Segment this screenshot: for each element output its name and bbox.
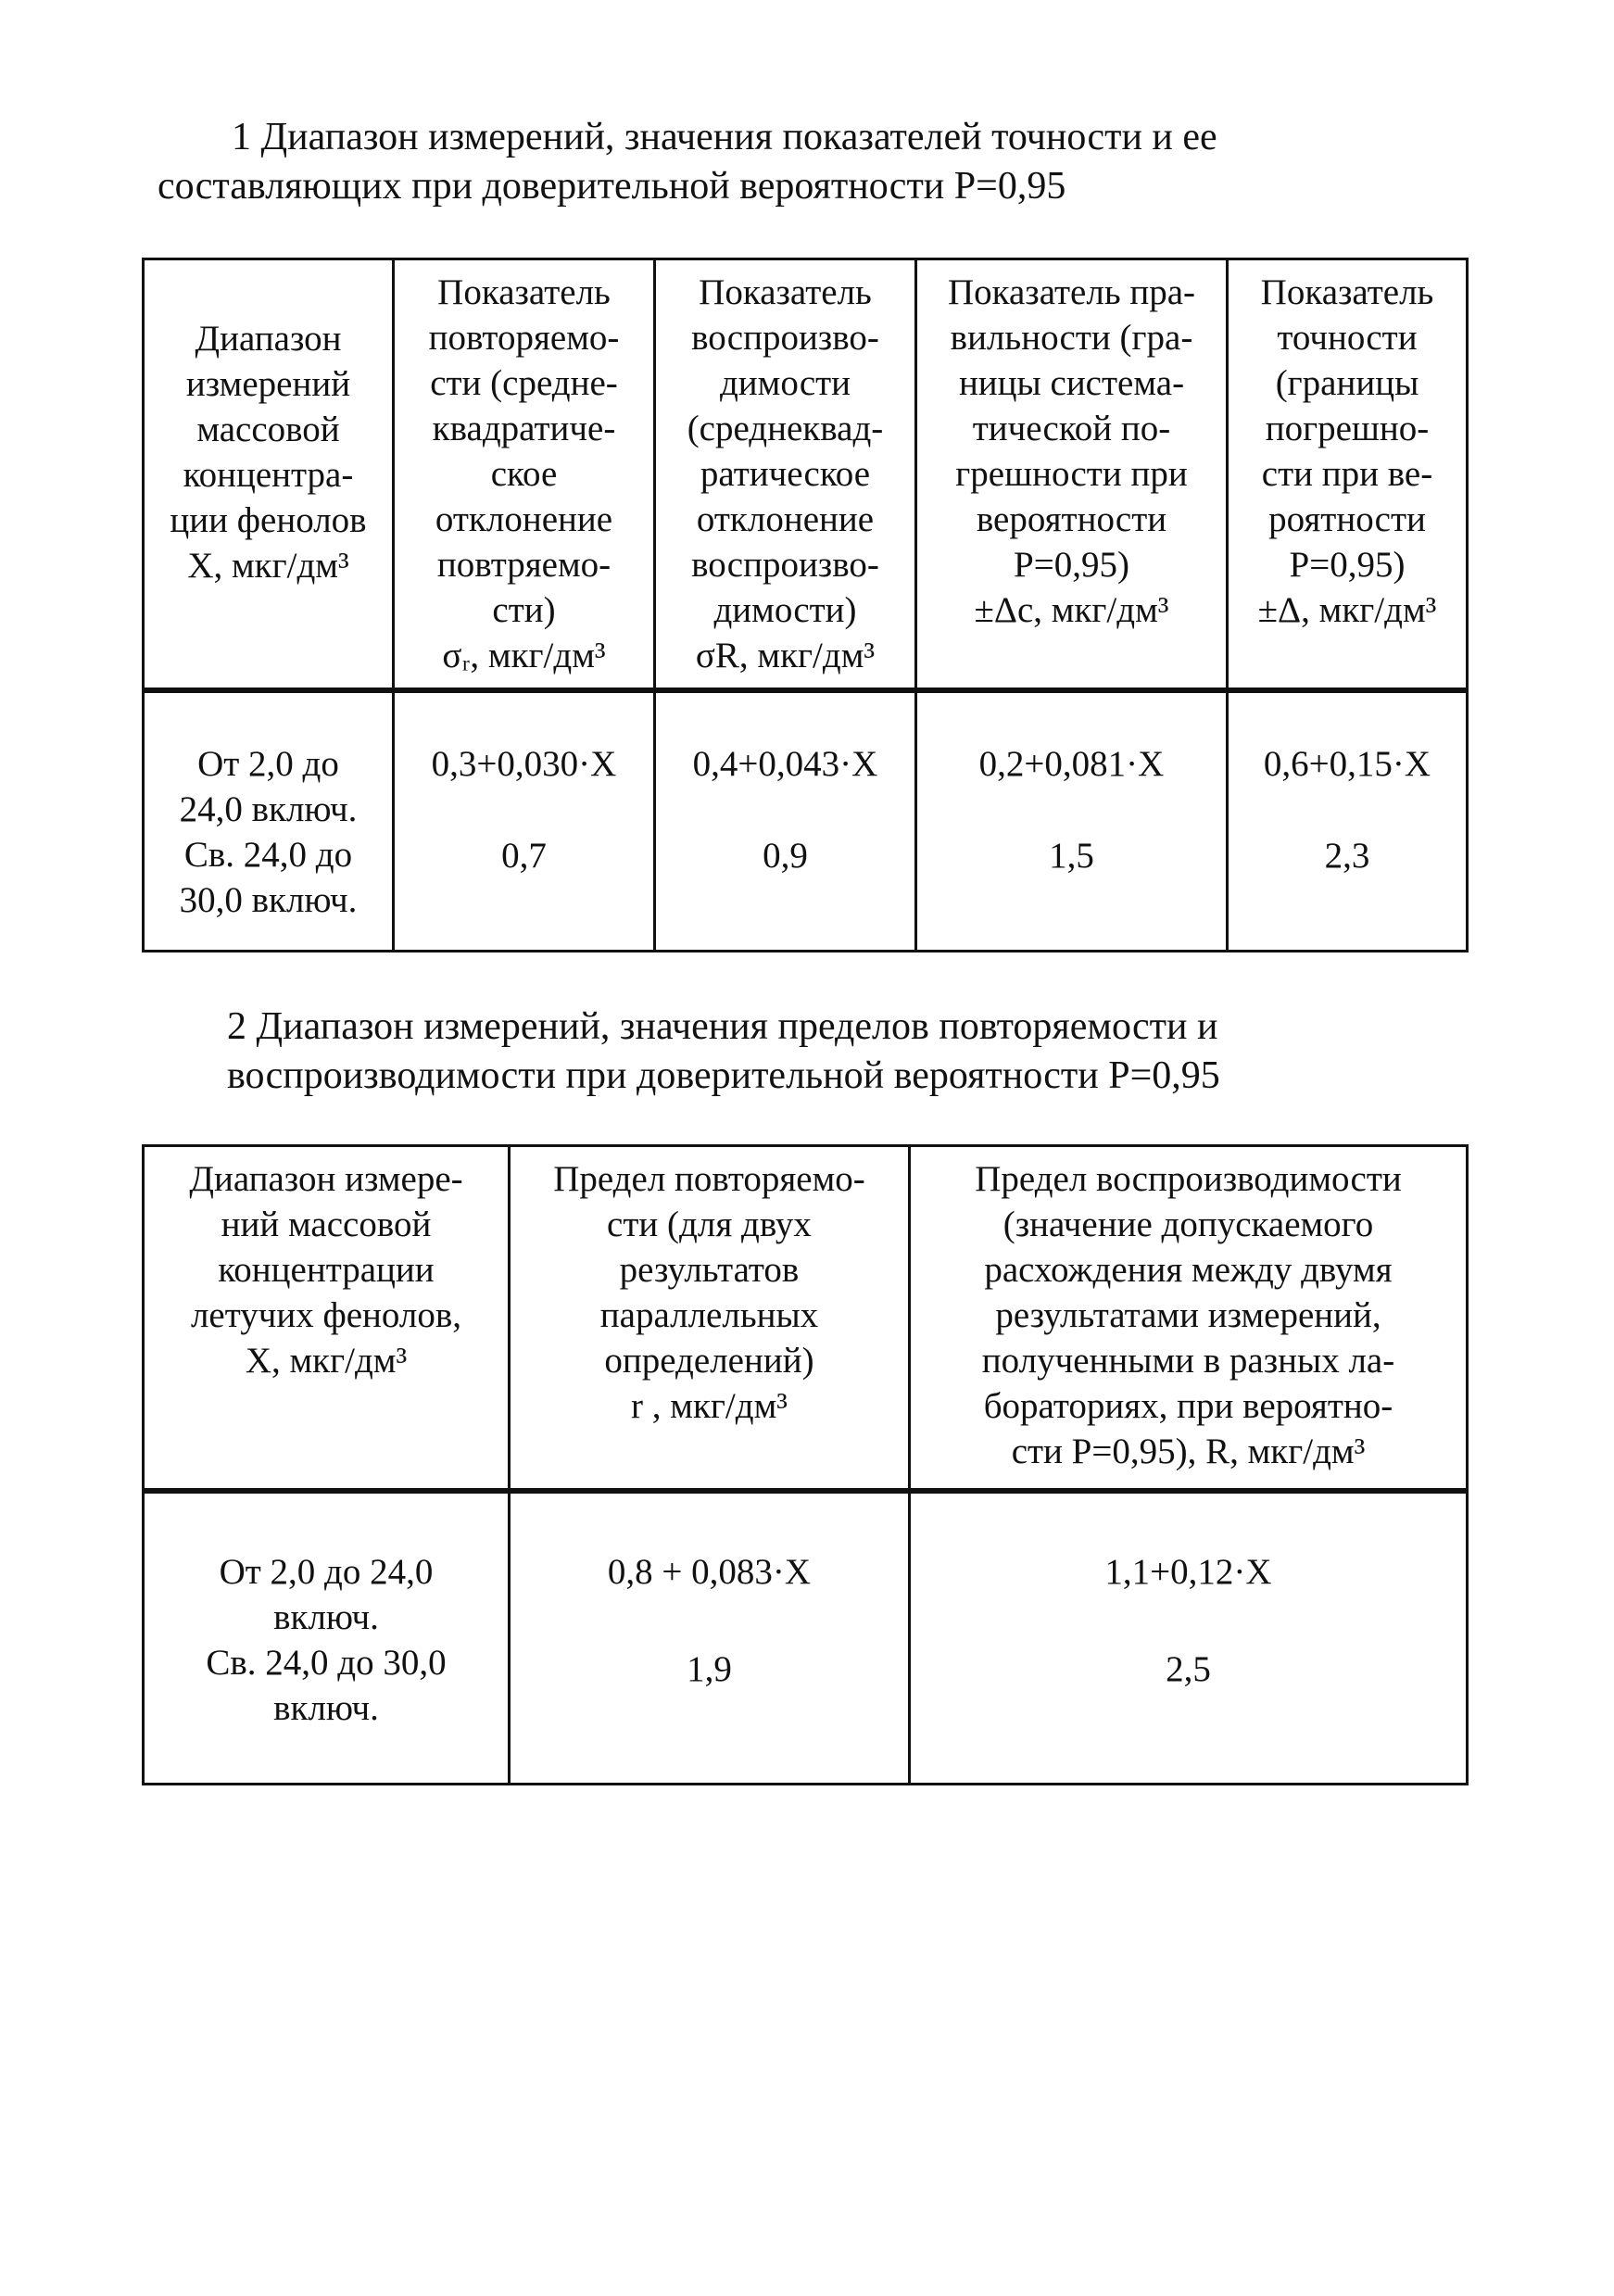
header-line: P=0,95) xyxy=(1289,545,1406,585)
header-line: грешности при xyxy=(955,454,1188,494)
value-fixed: 1,9 xyxy=(687,1648,732,1689)
header-line: параллельных xyxy=(599,1295,819,1335)
header-range xyxy=(144,259,394,691)
header-line: воспроизво- xyxy=(691,318,879,358)
header-line: (значение допускаемого xyxy=(1002,1205,1374,1244)
header-line: отклонение xyxy=(435,499,613,539)
header-repeatability xyxy=(394,259,655,691)
header-line: повторяемо- xyxy=(428,318,620,358)
header-line: Предел повторяемо- xyxy=(553,1159,865,1199)
range-line: Св. 24,0 до xyxy=(183,835,353,875)
header-line: роятности xyxy=(1268,499,1426,539)
header-line: ницы система- xyxy=(958,363,1185,403)
range-line: включ. xyxy=(273,1596,379,1637)
header-line: вероятности xyxy=(976,499,1167,539)
header-line: результатами измерений, xyxy=(995,1295,1381,1335)
header-line: расхождения между двумя xyxy=(984,1250,1393,1290)
range-cell xyxy=(144,1491,510,1785)
header-line: димости) xyxy=(713,590,857,630)
header-line: Показатель xyxy=(437,272,611,312)
header-line: концентра- xyxy=(183,455,354,495)
header-line: P=0,95) xyxy=(1014,545,1129,585)
value-fixed: 0,9 xyxy=(763,836,808,876)
range-line: От 2,0 до 24,0 xyxy=(219,1551,434,1592)
header-line: Показатель xyxy=(699,272,872,312)
section-2-title-line: воспроизводимости при доверительной вероятности P=0,95 xyxy=(227,1054,1220,1097)
range-cell xyxy=(144,690,394,952)
value-cell xyxy=(910,1491,1468,1785)
value-cell xyxy=(1228,690,1468,952)
header-line: ±Δ, мкг/дм³ xyxy=(1257,590,1437,630)
accuracy-indicators-table xyxy=(142,258,1469,952)
header-line: результатов xyxy=(619,1250,800,1290)
range-line: Св. 24,0 до 30,0 xyxy=(206,1642,447,1683)
value-cell xyxy=(655,690,916,952)
header-line: ратическое xyxy=(700,454,871,494)
header-line: X, мкг/дм³ xyxy=(245,1341,408,1381)
header-repeatability-limit xyxy=(510,1146,910,1491)
header-reproducibility-limit xyxy=(910,1146,1468,1491)
value-formula: 1,1+0,12·X xyxy=(1104,1551,1272,1592)
value-cell xyxy=(916,690,1228,952)
value-fixed: 2,3 xyxy=(1324,836,1370,876)
header-line: димости xyxy=(719,363,851,403)
section-1-title-line: 1 Диапазон измерений, значения показателей точности и ее xyxy=(232,116,1217,158)
header-line: бораториях, при вероятно- xyxy=(983,1386,1393,1426)
header-line: сти (средне- xyxy=(430,363,618,403)
table-row xyxy=(144,1491,1468,1785)
value-formula: 0,3+0,030·X xyxy=(431,744,617,784)
header-line: сти при ве- xyxy=(1261,454,1433,494)
header-line: Показатель xyxy=(1260,272,1434,312)
value-formula: 0,2+0,081·X xyxy=(978,744,1165,784)
header-line: измерений xyxy=(185,364,351,404)
header-line: концентрации xyxy=(218,1250,435,1290)
limits-table xyxy=(142,1144,1469,1785)
header-line: полученными в разных ла- xyxy=(981,1341,1395,1381)
range-line: 30,0 включ. xyxy=(179,880,358,920)
value-fixed: 0,7 xyxy=(501,836,547,876)
header-line: r , мкг/дм³ xyxy=(631,1386,788,1426)
header-line: Диапазон xyxy=(195,319,342,359)
table-row xyxy=(144,690,1468,952)
header-line: σR, мкг/дм³ xyxy=(695,636,876,675)
header-line: точности xyxy=(1277,318,1418,358)
table-header-row xyxy=(144,1146,1468,1491)
header-line: (границы xyxy=(1275,363,1419,403)
header-line: квадратиче- xyxy=(432,409,616,448)
header-line: летучих фенолов, xyxy=(190,1295,462,1335)
header-reproducibility xyxy=(655,259,916,691)
value-formula: 0,8 + 0,083·X xyxy=(607,1551,812,1592)
header-line: (среднеквад- xyxy=(687,409,884,448)
header-line: Показатель пра- xyxy=(947,272,1196,312)
range-line: 24,0 включ. xyxy=(179,789,358,829)
header-line: Предел воспроизводимости xyxy=(975,1159,1402,1199)
value-fixed: 1,5 xyxy=(1049,836,1094,876)
header-line: тической по- xyxy=(972,409,1171,448)
header-line: Диапазон измере- xyxy=(189,1159,463,1199)
header-line: вильности (гра- xyxy=(950,318,1193,358)
header-line: отклонение xyxy=(696,499,875,539)
header-line: ции фенолов xyxy=(170,500,367,540)
header-line: ское xyxy=(490,454,558,494)
header-trueness xyxy=(916,259,1228,691)
section-1-title-line: составляющих при доверительной вероятности P=0,95 xyxy=(158,165,1066,208)
section-2-title xyxy=(227,1003,1220,1101)
header-line: ±Δc, мкг/дм³ xyxy=(974,590,1169,630)
header-line: погрешно- xyxy=(1265,409,1430,448)
value-formula: 0,4+0,043·X xyxy=(692,744,878,784)
header-range xyxy=(144,1146,510,1491)
header-line: сти P=0,95), R, мкг/дм³ xyxy=(1011,1432,1366,1471)
range-line: От 2,0 до xyxy=(197,744,339,784)
header-line: σᵣ, мкг/дм³ xyxy=(442,636,606,675)
header-line: повтряемо- xyxy=(436,545,612,585)
table-header-row xyxy=(144,259,1468,691)
section-1-title xyxy=(158,113,1217,211)
value-cell xyxy=(510,1491,910,1785)
header-accuracy xyxy=(1228,259,1468,691)
header-line: сти) xyxy=(492,590,556,630)
header-line: сти (для двух xyxy=(607,1205,812,1244)
value-fixed: 2,5 xyxy=(1166,1648,1211,1689)
header-line: воспроизво- xyxy=(691,545,879,585)
range-line: включ. xyxy=(273,1687,379,1728)
header-line: определений) xyxy=(604,1341,814,1381)
section-2-title-line: 2 Диапазон измерений, значения пределов повторяемости и xyxy=(227,1005,1218,1048)
value-cell xyxy=(394,690,655,952)
value-formula: 0,6+0,15·X xyxy=(1263,744,1431,784)
header-line: массовой xyxy=(196,410,340,449)
header-line: ний массовой xyxy=(221,1205,432,1244)
header-line: X, мкг/дм³ xyxy=(187,546,349,586)
